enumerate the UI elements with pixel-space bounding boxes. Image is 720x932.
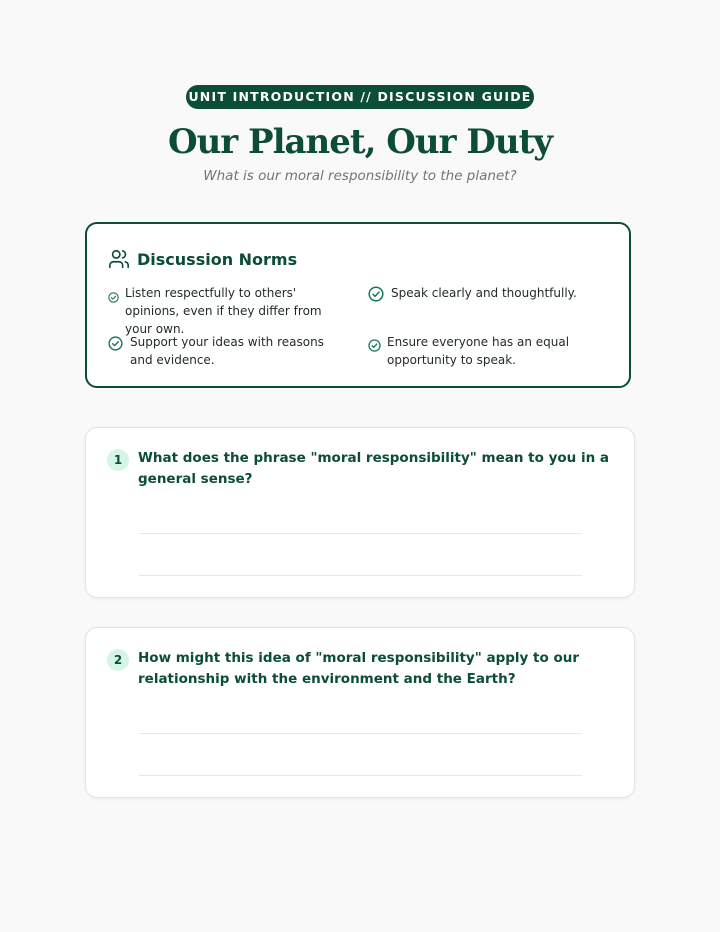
question-text: How might this idea of "moral responsibility" apply to our relationship with the environment and the Earth? — [138, 650, 579, 687]
norm-item — [108, 284, 338, 338]
norms-title: Discussion Norms — [137, 249, 298, 269]
norm-text: Listen respectfully to others' opinions, even if they differ from your own. — [125, 286, 322, 336]
answer-line[interactable] — [139, 775, 582, 776]
norm-item — [368, 333, 593, 369]
check-circle-icon — [368, 286, 384, 306]
question-number-badge: 1 — [107, 449, 129, 471]
page-title: Our Planet, Our Duty — [167, 122, 553, 162]
norm-text: Ensure everyone has an equal opportunity to speak. — [387, 335, 570, 367]
question-card — [85, 627, 635, 798]
question-card — [85, 427, 635, 598]
norm-text: Speak clearly and thoughtfully. — [391, 286, 577, 300]
norms-header — [108, 246, 297, 272]
question-number-badge: 2 — [107, 649, 129, 671]
unit-badge: UNIT INTRODUCTION // DISCUSSION GUIDE — [186, 85, 534, 109]
check-circle-icon — [108, 336, 123, 355]
users-icon — [108, 248, 130, 270]
norm-text: Support your ideas with reasons and evidence. — [130, 335, 324, 367]
discussion-norms-card — [85, 222, 631, 388]
answer-line[interactable] — [139, 733, 582, 734]
answer-line[interactable] — [139, 575, 582, 576]
check-circle-icon — [368, 337, 381, 356]
norm-item — [368, 284, 598, 306]
check-circle-icon — [108, 288, 119, 307]
answer-line[interactable] — [139, 533, 582, 534]
question-text: What does the phrase "moral responsibility" mean to you in a general sense? — [138, 450, 610, 487]
page-subtitle: What is our moral responsibility to the planet? — [203, 168, 517, 184]
norm-item — [108, 333, 343, 369]
